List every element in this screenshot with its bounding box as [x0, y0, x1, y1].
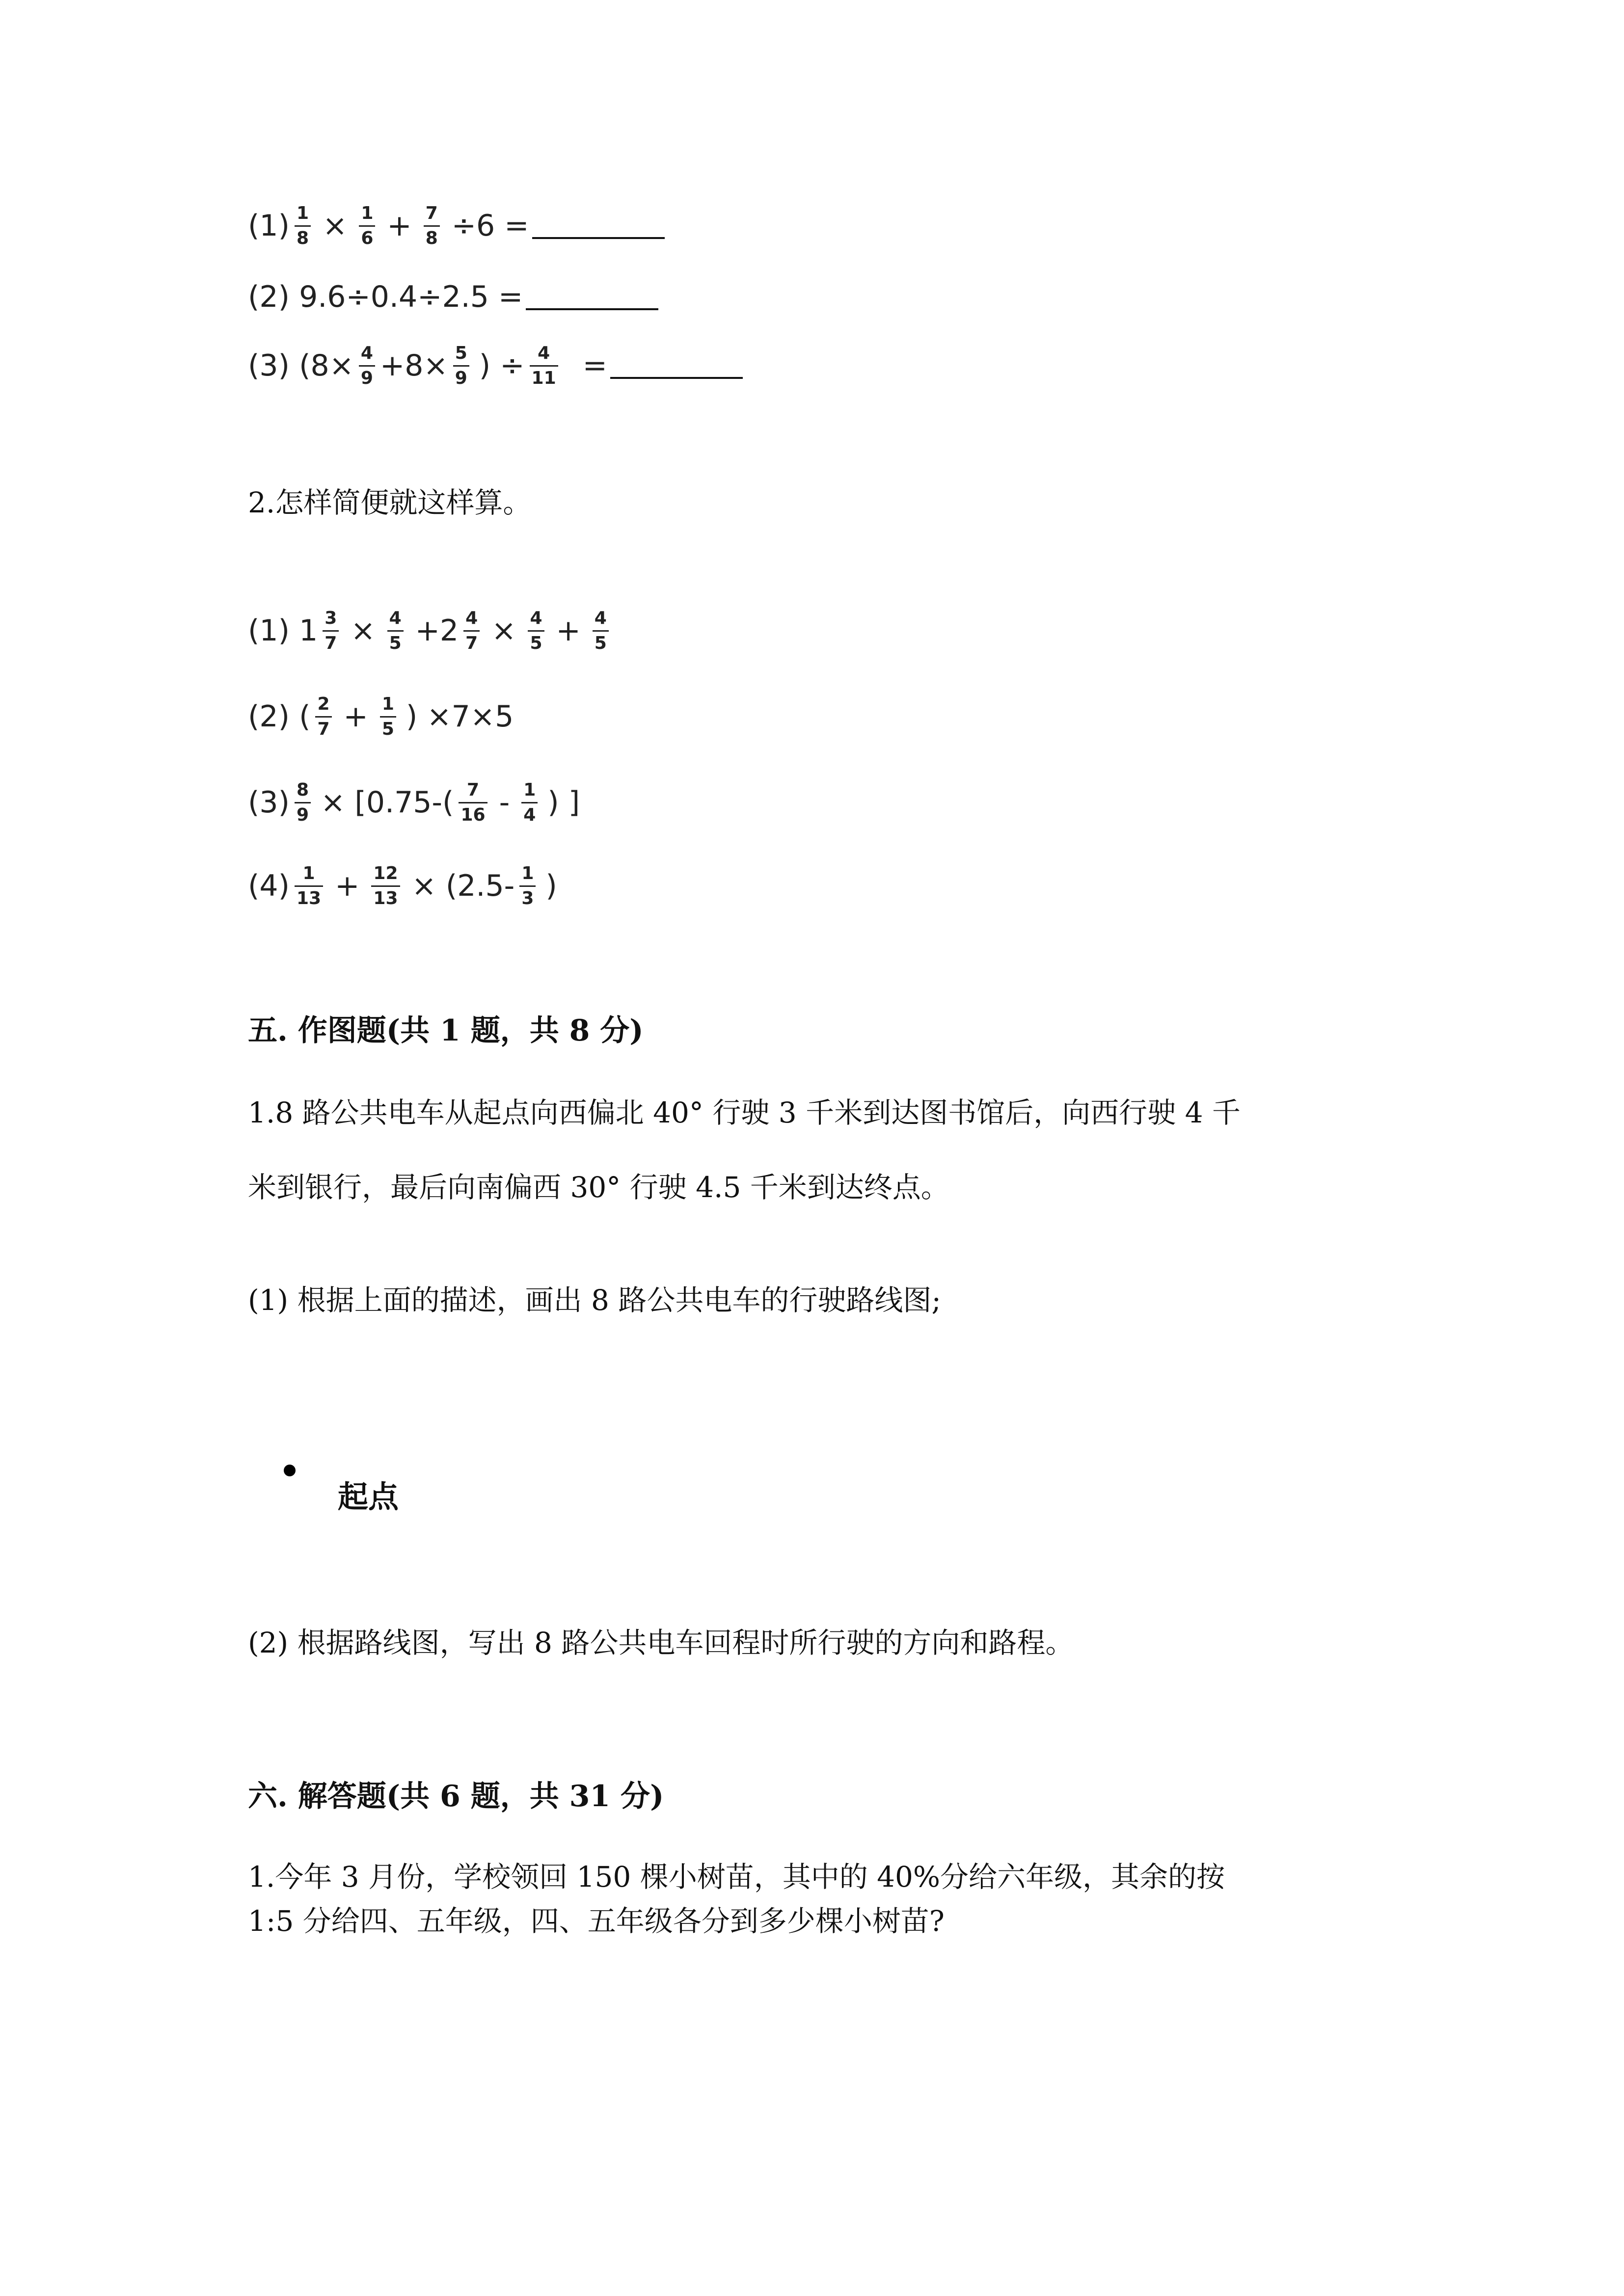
start-point-marker: [284, 1465, 296, 1476]
fraction: $\frac{8}{9}$: [295, 781, 311, 825]
operator: ×: [491, 614, 516, 648]
operator: +: [335, 869, 360, 903]
expression-mid: × [0.75-(: [321, 785, 454, 820]
item-label: (2) (: [248, 699, 311, 734]
operator: ) ÷: [479, 348, 525, 383]
operator: +2: [415, 614, 459, 648]
fraction: $\frac{3}{7}$: [323, 609, 339, 653]
section-6-heading: 六. 解答题(共 6 题，共 31 分): [248, 1779, 664, 1814]
fraction: $\frac{1}{13}$: [295, 864, 323, 908]
fraction: $\frac{4}{5}$: [387, 609, 404, 653]
question-2-title: 2.怎样简便就这样算。: [248, 486, 532, 519]
simplify-item-2: [248, 675, 514, 758]
fraction: $\frac{4}{9}$: [359, 344, 375, 388]
section-5-subquestion-1: (1) 根据上面的描述，画出 8 路公共电车的行驶路线图;: [248, 1283, 941, 1317]
item-label: (1) 1: [248, 614, 318, 648]
section-5-question-line-2: 米到银行，最后向南偏西 30° 行驶 4.5 千米到达终点。: [248, 1171, 949, 1204]
item-label: (3): [248, 785, 290, 820]
operator: ×: [351, 614, 376, 648]
operator: +: [343, 699, 368, 734]
operator: -: [499, 785, 510, 820]
fraction: $\frac{1}{5}$: [380, 695, 396, 739]
fraction: $\frac{5}{9}$: [453, 344, 469, 388]
operator: ×: [323, 209, 348, 243]
section-5-heading: 五. 作图题(共 1 题，共 8 分): [248, 1014, 644, 1048]
expression-rest: ) ×7×5: [406, 699, 514, 734]
answer-blank: [532, 213, 665, 239]
fraction: $\frac{2}{7}$: [315, 695, 331, 739]
section-6-question-line-2: 1:5 分给四、五年级，四、五年级各分到多少棵小树苗?: [248, 1904, 945, 1938]
fraction: $\frac{12}{13}$: [371, 864, 400, 908]
fraction: $\frac{1}{8}$: [295, 204, 311, 248]
item-label: (4): [248, 869, 290, 903]
expression-mid: × (2.5-: [411, 869, 515, 903]
item-label: (1): [248, 209, 290, 243]
answer-blank: [610, 352, 743, 379]
answer-blank: [526, 284, 658, 310]
operator: +: [387, 209, 412, 243]
simplify-item-4: [248, 844, 557, 928]
expression: (2) 9.6÷0.4÷2.5 =: [248, 280, 523, 314]
expression-rest: ÷6 =: [451, 209, 529, 243]
fraction: $\frac{7}{8}$: [424, 204, 440, 248]
fraction: $\frac{1}{4}$: [521, 781, 538, 825]
fraction: $\frac{1}{6}$: [359, 204, 375, 248]
calc-item-3: [248, 324, 743, 407]
fraction: $\frac{4}{11}$: [530, 344, 558, 388]
fraction: $\frac{7}{16}$: [459, 781, 487, 825]
fraction: $\frac{4}{5}$: [528, 609, 544, 653]
simplify-item-1: [248, 589, 614, 672]
section-5-subquestion-2: (2) 根据路线图，写出 8 路公共电车回程时所行驶的方向和路程。: [248, 1626, 1074, 1659]
expression-close: ) ]: [547, 785, 580, 820]
section-5-question-line-1: 1.8 路公共电车从起点向西偏北 40° 行驶 3 千米到达图书馆后，向西行驶 4 千: [248, 1096, 1241, 1129]
item-label: (3) (8×: [248, 348, 354, 383]
section-6-question-line-1: 1.今年 3 月份，学校领回 150 棵小树苗，其中的 40%分给六年级，其余的按: [248, 1860, 1225, 1894]
operator: +: [556, 614, 581, 648]
fraction: $\frac{4}{5}$: [593, 609, 609, 653]
expression-close: ): [545, 869, 557, 903]
start-point-label: 起点: [338, 1479, 399, 1515]
equals: =: [582, 348, 607, 383]
fraction: $\frac{4}{7}$: [463, 609, 480, 653]
simplify-item-3: [248, 761, 580, 844]
fraction: $\frac{1}{3}$: [519, 864, 536, 908]
operator: +8×: [379, 348, 448, 383]
